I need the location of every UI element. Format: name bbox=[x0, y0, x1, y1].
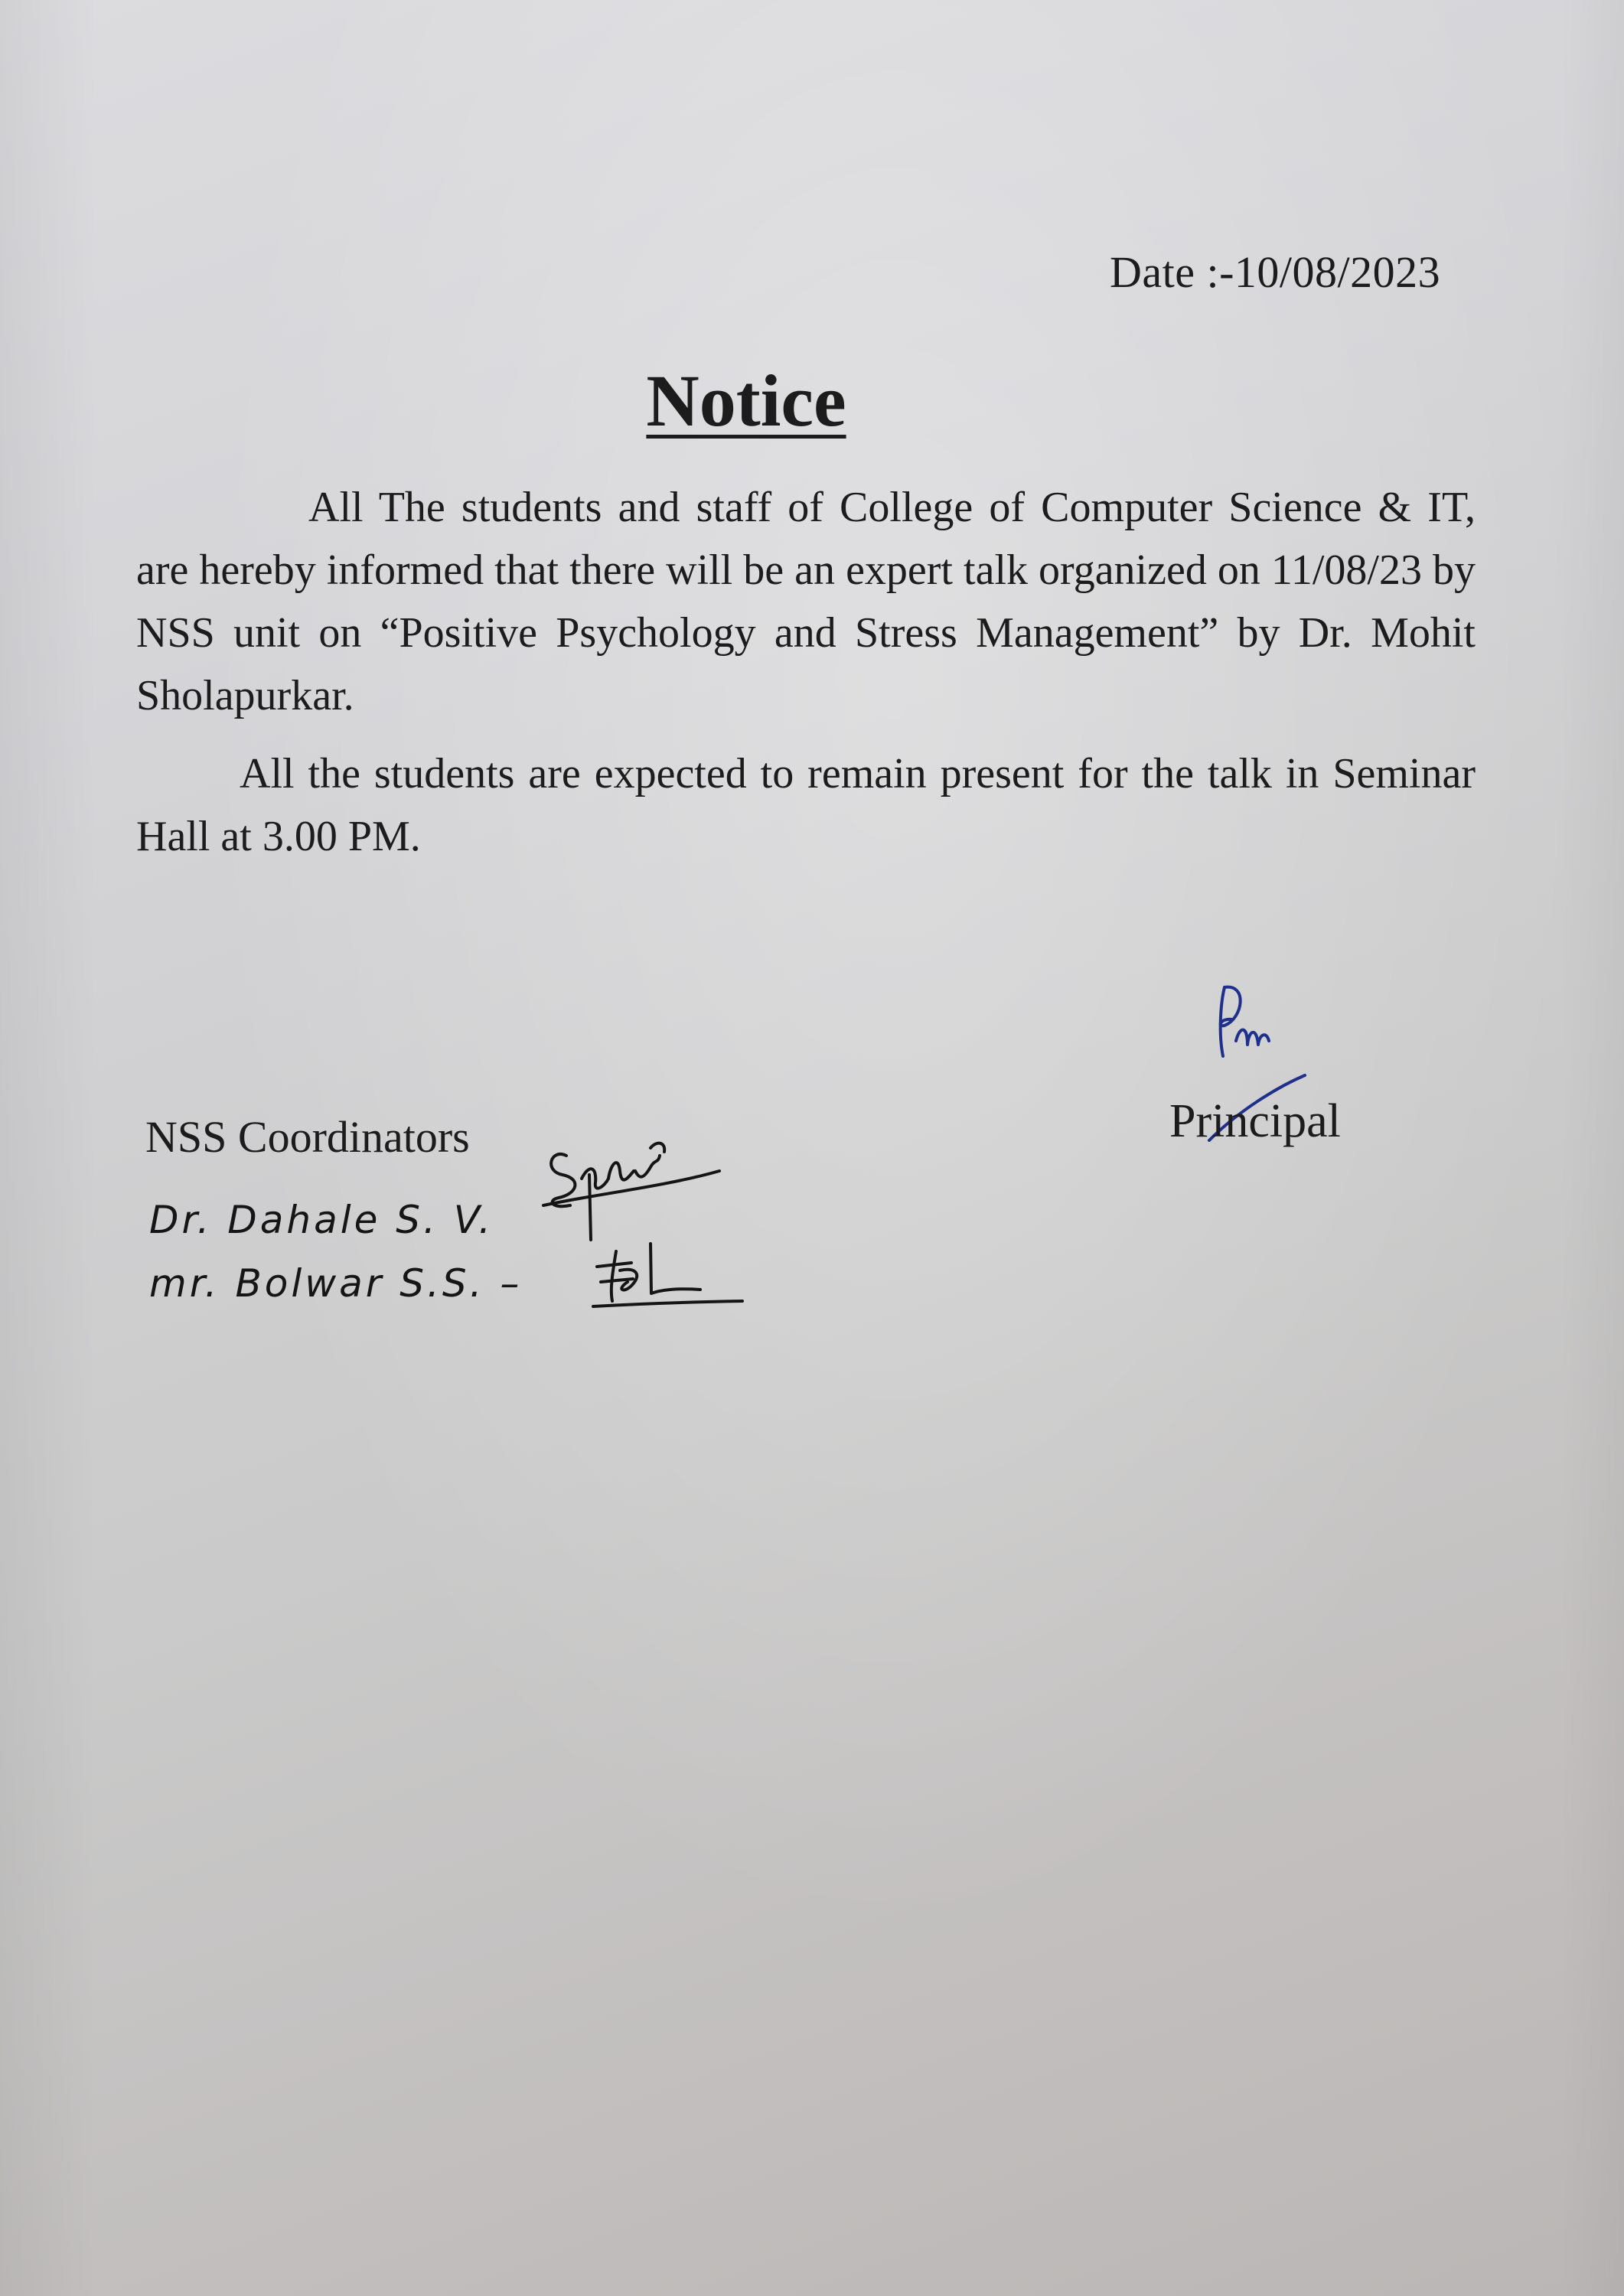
notice-paragraph-1: All The students and staff of College of Computer Science & IT, are hereby informed that there will be an expert talk organized on 11/08/23 by NSS unit on “Positive Psychology and Stress Management” by Dr. Mohit Sholapurkar. bbox=[136, 484, 1476, 719]
principal-label: Principal bbox=[1169, 1095, 1341, 1147]
coordinator-signature-2 bbox=[578, 1228, 746, 1320]
coordinator-name-1: Dr. Dahale S. V. bbox=[149, 1198, 494, 1242]
notice-paragraph-2: All the students are expected to remain present for the talk in Seminar Hall at 3.00 PM. bbox=[136, 750, 1476, 860]
notice-title: Notice bbox=[646, 360, 846, 442]
notice-date: Date :-10/08/2023 bbox=[1110, 247, 1441, 297]
nss-coordinators-label: NSS Coordinators bbox=[145, 1112, 470, 1162]
coordinator-name-2: mr. Bolwar S.S. – bbox=[149, 1261, 523, 1306]
